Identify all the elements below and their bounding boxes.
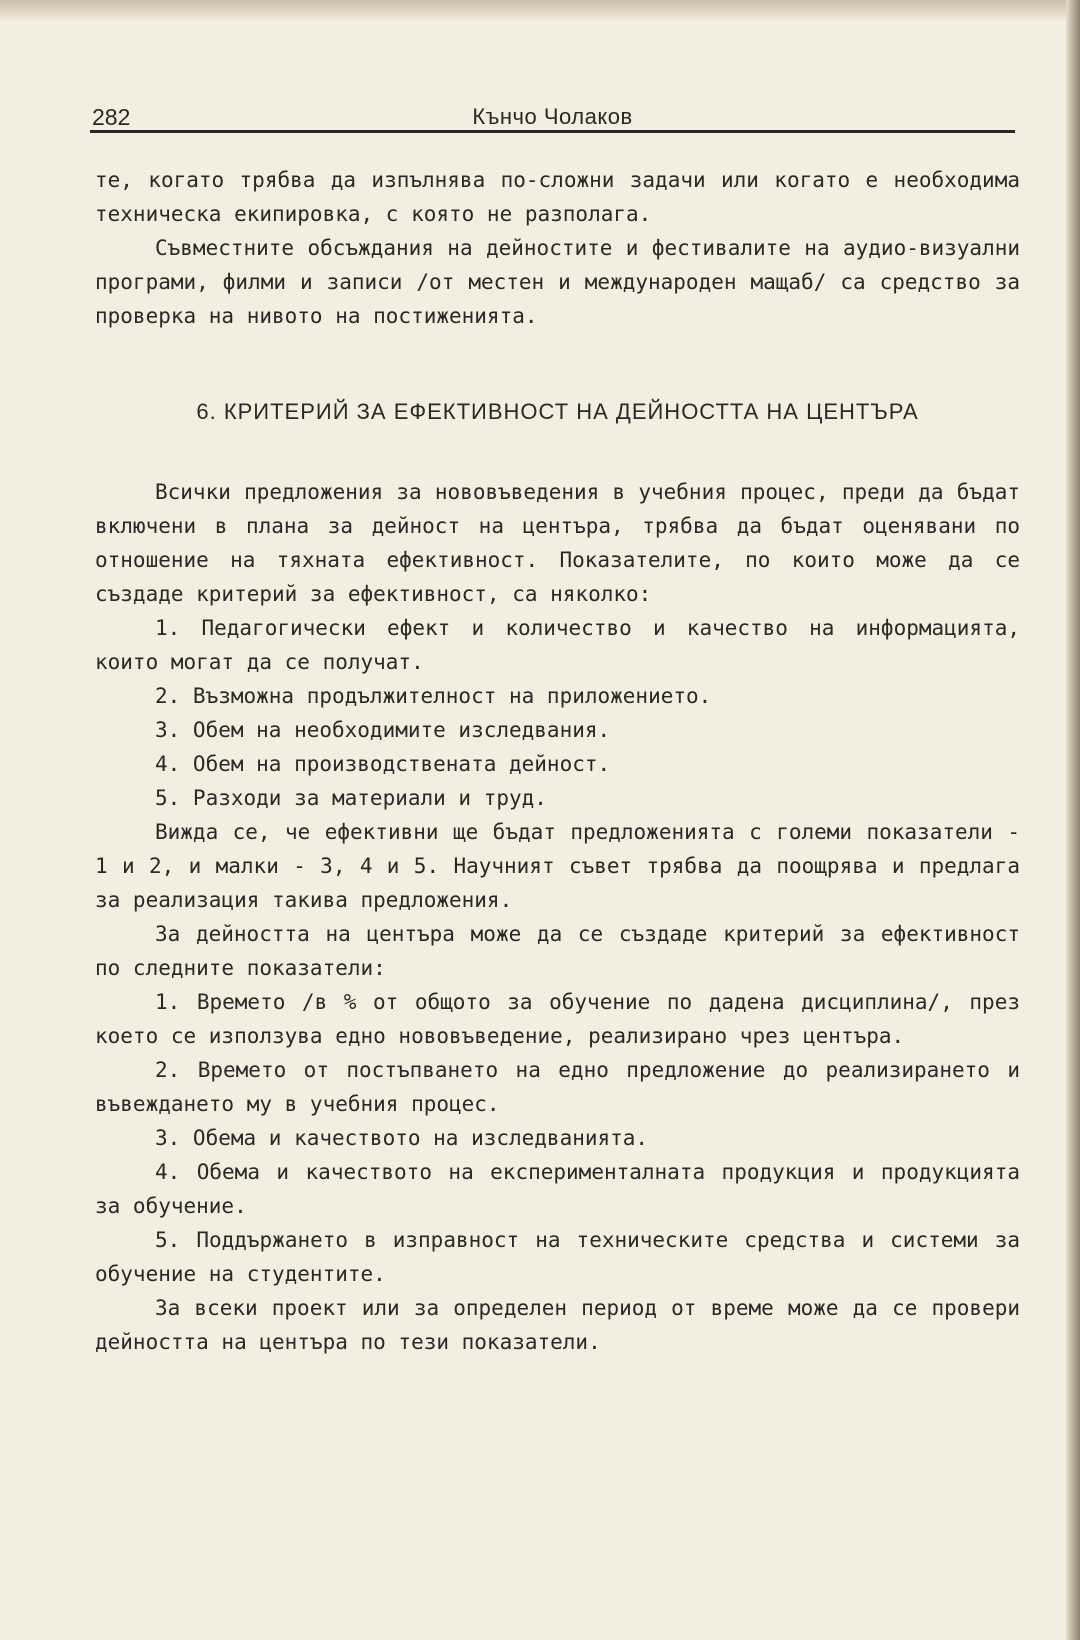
list-item: 1. Времето /в % от общото за обучение по дадена дисциплина/, през което се използува едно нововъведение, реализирано чрез центъра.	[95, 990, 1020, 1048]
page-header	[90, 100, 1015, 133]
paragraph: Вижда се, че ефективни ще бъдат предложенията с големи показатели - 1 и 2, и малки - 3, 4 и 5. Научният съвет трябва да поощрява и предлага за реализация такива предложения.	[95, 820, 1020, 912]
paragraph: За дейността на центъра може да се създаде критерий за ефективност по следните показатели:	[95, 922, 1020, 980]
paragraph-continuation: те, когато трябва да изпълнява по-сложни задачи или когато е необходима техническа екипировка, с която не разполага.	[95, 168, 1020, 226]
section-heading: 6. КРИТЕРИЙ ЗА ЕФЕКТИВНОСТ НА ДЕЙНОСТТА НА ЦЕНТЪРА	[196, 399, 919, 424]
list-item: 4. Обем на производствената дейност.	[155, 752, 611, 776]
list-item: 1. Педагогически ефект и количество и качество на информацията, които могат да се получат.	[95, 616, 1020, 674]
list-item: 5. Разходи за материали и труд.	[155, 786, 547, 810]
list-item: 2. Възможна продължителност на приложението.	[155, 684, 712, 708]
page-number: 282	[92, 104, 131, 130]
paragraph: За всеки проект или за определен период от време може да се провери дейността на центъра по тези показатели.	[95, 1296, 1020, 1354]
list-item: 2. Времето от постъпването на едно предложение до реализирането и въвеждането му в учебния процес.	[95, 1058, 1020, 1116]
paragraph: Всички предложения за нововъведения в учебния процес, преди да бъдат включени в плана за дейност на центъра, трябва да бъдат оценявани по отношение на тяхната ефективност. Показателите, по които може да се създаде критерий за ефективност, са няколко:	[95, 480, 1020, 606]
running-head-author: Кънчо Чолаков	[472, 104, 633, 129]
list-item: 3. Обем на необходимите изследвания.	[155, 718, 611, 742]
paragraph: Съвместните обсъждания на дейностите и фестивалите на аудио-визуални програми, филми и записи /от местен и международен мащаб/ са средство за проверка на нивото на постиженията.	[95, 236, 1020, 328]
list-item: 4. Обема и качеството на експерименталната продукция и продукцията за обучение.	[95, 1160, 1020, 1218]
list-item: 3. Обема и качеството на изследванията.	[155, 1126, 649, 1150]
list-item: 5. Поддържането в изправност на техническите средства и системи за обучение на студентите.	[95, 1228, 1020, 1286]
body-text	[95, 163, 1020, 1359]
